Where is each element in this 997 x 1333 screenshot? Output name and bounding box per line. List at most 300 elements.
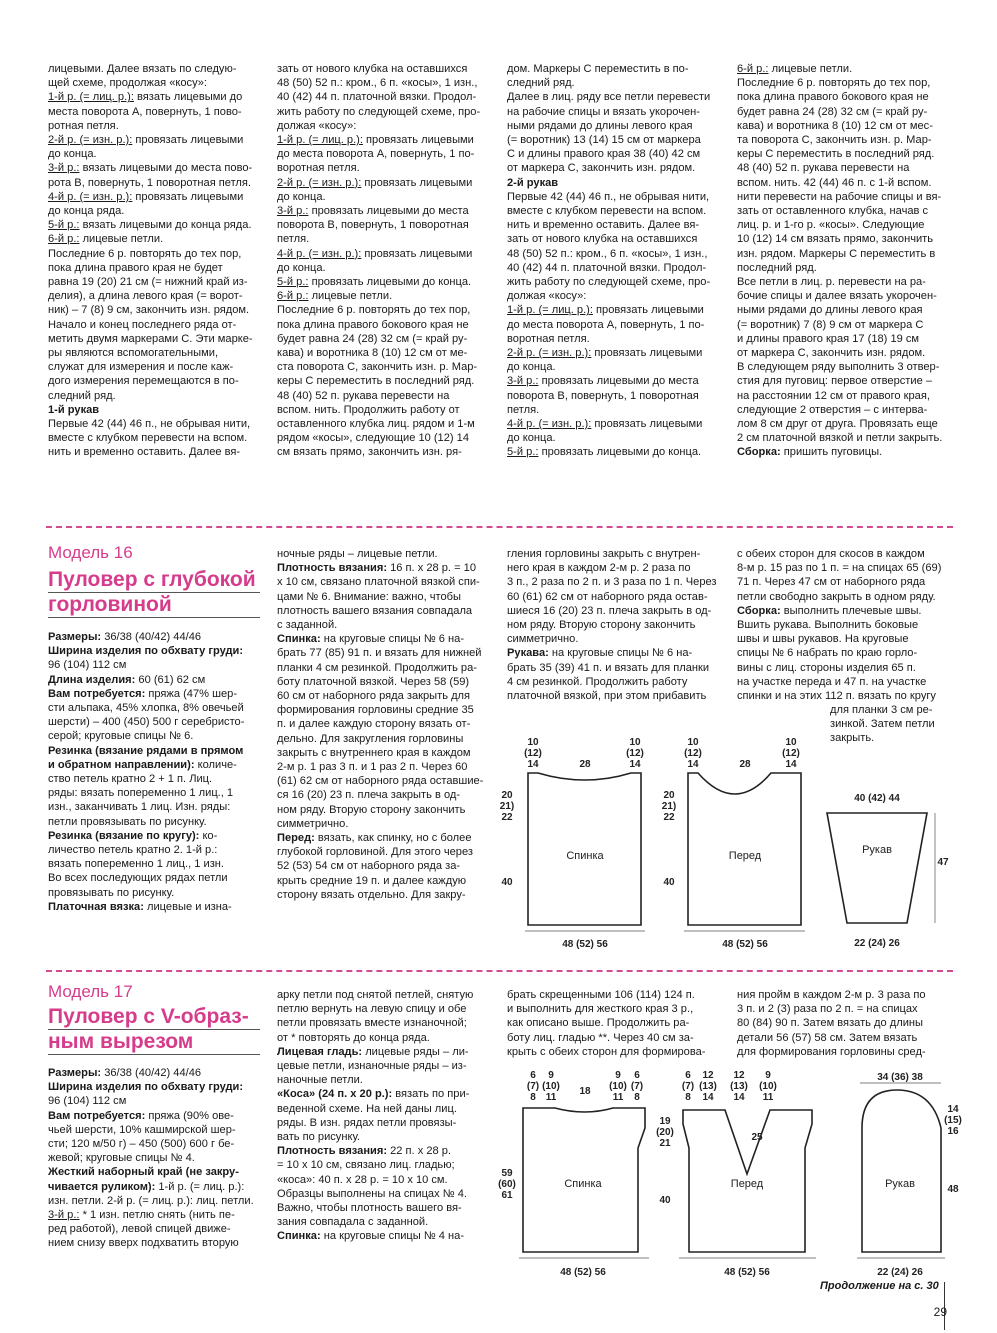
text-line: 80 (84) 90 п. Затем вязать до длины	[737, 1017, 923, 1030]
sleeve-label: Рукав	[885, 1178, 915, 1190]
svg-text:11: 11	[762, 1092, 774, 1103]
text-line: зинкой. Затем петли	[830, 718, 935, 731]
top-col-3	[507, 62, 721, 460]
svg-text:(7): (7)	[526, 1081, 540, 1092]
svg-text:47: 47	[937, 857, 949, 868]
text-line: 6-й р.: лицевые петли.	[737, 63, 853, 75]
text-line: поворота В, повернуть, 1 поворотная	[277, 219, 469, 232]
text-line: спинки и на этих 112 п. вязать по кругу	[737, 690, 936, 703]
text-line: для формирования горловины сред-	[737, 1045, 926, 1058]
text-line: зать от нового клубка на оставшихся	[507, 233, 698, 246]
svg-text:11: 11	[545, 1092, 557, 1103]
text-line: до конца.	[277, 261, 326, 274]
svg-text:8: 8	[530, 1092, 536, 1103]
text-line: 2-й рукав	[507, 176, 559, 189]
svg-text:9: 9	[548, 1070, 554, 1081]
text-line: служат для измерения и после каж-	[48, 361, 234, 374]
svg-text:20: 20	[663, 790, 675, 801]
m16-schematics	[495, 735, 955, 957]
svg-text:(10): (10)	[542, 1081, 560, 1092]
text-line: следний ряд.	[507, 77, 575, 90]
text-line: 1-й р. (= лиц. р.): провязать лицевыми	[507, 304, 704, 317]
text-line: будет равна 24 (28) 32 см (= край ру-	[277, 332, 468, 345]
text-line: до места поворота А, повернуть, 1 по-	[507, 318, 705, 331]
text-line: Далее в лиц. ряду все петли перевести	[507, 91, 711, 104]
svg-text:22 (24) 26: 22 (24) 26	[877, 1267, 923, 1278]
text-line: Образцы выполнены на спицах № 4.	[277, 1187, 467, 1200]
text-line: ник) – 7 (8) 9 см, закончить изн. рядом.	[48, 304, 250, 317]
svg-text:22: 22	[663, 812, 675, 823]
text-line: жить работу по следующей схеме, про-	[507, 276, 711, 289]
m16-col-2	[277, 547, 491, 902]
text-line: ном ряду. Вторую сторону закончить	[507, 619, 696, 632]
m17-schematics	[495, 1068, 965, 1280]
text-line: сти альпака, 45% хлопка, 8% овечьей	[48, 702, 244, 715]
text-line: вины с лиц. стороны изделия 65 п.	[737, 661, 916, 674]
text-line: керы С переместить в последний ряд.	[737, 148, 935, 161]
text-line: бочие спицы и далее вязать укорочен-	[737, 290, 937, 303]
svg-text:(60): (60)	[498, 1179, 516, 1190]
svg-text:14: 14	[702, 1092, 714, 1103]
text-line: Последние 6 р. повторять до тех пор,	[277, 304, 471, 317]
svg-text:21): 21)	[661, 801, 677, 812]
text-line: следующие 2 отверстия – с интерва-	[737, 403, 928, 416]
text-line: Вшить рукава. Выполнить боковые	[737, 619, 919, 632]
text-line: брать 35 (39) 41 п. и вязать для планки	[507, 661, 710, 674]
text-line: Длина изделия: 60 (61) 62 см	[48, 673, 206, 686]
text-line: дельно. Для закругления горловины	[277, 732, 464, 745]
svg-text:(13): (13)	[730, 1081, 748, 1092]
text-line: чьей шерсти, 10% кашмирской шер-	[48, 1123, 236, 1136]
text-line: швы и швы рукавов. На круговые	[737, 633, 909, 646]
text-line: шиеся 16 (20) 23 п. плеча закрыть в од-	[507, 604, 712, 617]
text-line: воротная петля.	[507, 332, 590, 345]
text-line: 10 (12) 14 см вязать прямо, закончить	[737, 233, 934, 246]
svg-text:(12): (12)	[782, 748, 800, 759]
text-line: 5-й р.: провязать лицевыми до конца.	[507, 446, 702, 459]
text-line: ред работой), левой спицей движе-	[48, 1223, 231, 1236]
sleeve-outline	[827, 813, 927, 923]
text-line: петли провязать вместе изнаночной;	[277, 1017, 467, 1030]
text-line: 3 п., 2 раза по 2 п. и 3 раза по 1 п. Через	[507, 576, 717, 589]
text-line: и выполнить для жесткого края 3 р.,	[507, 1003, 694, 1016]
text-line: глубокой горловиной. Для этого через	[277, 846, 473, 859]
text-line: 2-й р. (= изн. р.): провязать лицевыми	[48, 134, 244, 147]
m17-col-3	[507, 988, 721, 1059]
text-line: цами № 6. Внимание: важно, чтобы	[277, 590, 461, 603]
text-line: воротная петля.	[277, 162, 360, 175]
svg-text:48 (52) 56: 48 (52) 56	[562, 939, 608, 950]
text-line: Вам потребуется: пряжа (47% шер-	[48, 687, 238, 700]
text-line: петли свободно закрыть в одном ряду.	[737, 590, 936, 603]
text-line: Первые 42 (44) 46 п., не обрывая нити,	[48, 418, 251, 431]
text-line: 1-й р. (= лиц. р.): провязать лицевыми	[277, 134, 474, 147]
top-col-4	[737, 62, 951, 460]
text-line: Ширина изделия по обхвату груди:	[48, 1081, 244, 1094]
text-line: брать 77 (85) 91 п. и вязать для нижней	[277, 647, 482, 660]
model-16-title-line-2: горловиной	[48, 593, 172, 616]
text-line: платочной вязкой, при этом прибавить	[507, 690, 707, 703]
text-line: должая «косу»:	[507, 290, 587, 303]
svg-text:14: 14	[687, 759, 699, 770]
m16-col-4	[737, 547, 951, 703]
text-line: ными рядами до длины левого края	[737, 304, 923, 317]
svg-text:(12): (12)	[524, 748, 542, 759]
svg-text:11: 11	[612, 1092, 624, 1103]
text-line: с заданной.	[277, 619, 338, 632]
text-line: последний ряд.	[737, 261, 817, 274]
text-line: Плотность вязания: 16 п. х 28 р. = 10	[277, 562, 476, 575]
text-line: чивается руликом): 1-й р. (= лиц. р.):	[48, 1180, 245, 1193]
text-line: Резинка (вязание рядами в прямом	[48, 744, 244, 757]
text-line: метить двумя маркерами С. Эти марке-	[48, 332, 253, 345]
svg-text:10: 10	[629, 737, 641, 748]
text-line: до конца.	[507, 361, 556, 374]
text-line: личество петель кратно 2. 1-й р.:	[48, 844, 218, 857]
text-line: ния пройм в каждом 2-м р. 3 раза по	[737, 989, 926, 1001]
text-line: 4 см резинкой. Продолжить работу	[507, 675, 688, 688]
text-line: вместе с клубком перевести на вспом.	[48, 432, 248, 445]
text-line: 2-м р. 1 раз 3 п. и 1 раз 2 п. Через 60	[277, 761, 468, 774]
text-line: Последние 6 р. повторять до тех пор,	[737, 77, 931, 90]
m16-col-1	[48, 630, 262, 914]
svg-text:8: 8	[685, 1092, 691, 1103]
text-line: 96 (104) 112 см	[48, 659, 127, 672]
text-line: рота В, повернуть, 1 поворотная петля.	[48, 176, 251, 189]
svg-text:22 (24) 26: 22 (24) 26	[854, 938, 900, 949]
text-line: ры являются вспомогательными,	[48, 347, 219, 360]
text-line: 3-й р.: вязать лицевыми до места пово-	[48, 162, 253, 175]
text-line: = 10 х 10 см, связано лиц. гладью;	[277, 1159, 455, 1172]
text-line: оставленного клубка лиц. рядом и 1-м	[277, 418, 475, 431]
svg-text:59: 59	[501, 1168, 513, 1179]
svg-text:9: 9	[615, 1070, 621, 1081]
svg-text:6: 6	[634, 1070, 640, 1081]
text-line: 3-й р.: * 1 изн. петлю снять (нить пе-	[48, 1209, 235, 1222]
sleeve-label: Рукав	[862, 844, 892, 856]
text-line: пока длина правого бокового края не	[737, 91, 929, 104]
svg-text:20: 20	[501, 790, 513, 801]
text-line: нием снизу вверх подхватить вторую	[48, 1237, 239, 1250]
text-line: поворота В, повернуть, 1 поворотная	[507, 389, 699, 402]
front-label: Перед	[730, 1178, 764, 1190]
text-line: 2-й р. (= изн. р.): провязать лицевыми	[277, 176, 473, 189]
text-line: нить и временно оставить. Далее вя-	[507, 219, 700, 232]
text-line: от маркера С, закончить изн. рядом.	[507, 162, 696, 175]
text-line: жить работу по следующей схеме, про-	[277, 105, 481, 118]
text-line: Первые 42 (44) 46 п., не обрывая нити,	[507, 190, 710, 203]
text-line: делия), а длина левого края (= ворот-	[48, 290, 243, 303]
svg-text:(10): (10)	[609, 1081, 627, 1092]
svg-text:25: 25	[751, 1132, 763, 1143]
text-line: 48 (40) 52 п. рукава перевести на	[737, 162, 910, 175]
text-line: и длины правого края 17 (18) 19 см	[737, 332, 920, 345]
svg-text:14: 14	[527, 759, 539, 770]
text-line: Размеры: 36/38 (40/42) 44/46	[48, 631, 202, 643]
text-line: провязывать по рисунку.	[48, 886, 175, 899]
continued-note: Продолжение на с. 30	[820, 1280, 939, 1292]
text-line: зать от нового клубка на оставшихся	[277, 63, 468, 75]
text-line: 1-й р. (= лиц. р.): вязать лицевыми до	[48, 91, 243, 104]
text-line: боту платочной вязкой. Через 58 (59)	[277, 675, 470, 688]
svg-text:40: 40	[501, 877, 513, 888]
text-line: до места поворота А, повернуть, 1 по-	[277, 148, 475, 161]
text-line: следний ряд.	[48, 389, 116, 402]
svg-text:(12): (12)	[626, 748, 644, 759]
text-line: Вам потребуется: пряжа (90% ове-	[48, 1109, 234, 1122]
svg-text:48 (52) 56: 48 (52) 56	[722, 939, 768, 950]
model-16-label: Модель 16	[48, 543, 133, 562]
text-line: 3-й р.: провязать лицевыми до места	[507, 375, 699, 388]
section-divider	[46, 526, 953, 528]
svg-text:14: 14	[947, 1104, 959, 1115]
text-line: петлю вернуть на левую спицу и обе	[277, 1003, 467, 1016]
text-line: дом. Маркеры С переместить в по-	[507, 63, 689, 75]
text-line: Резинка (вязание по кругу): ко-	[48, 829, 218, 842]
svg-text:16: 16	[947, 1126, 959, 1137]
text-line: изн. петли. 2-й р. (= лиц. р.): лиц. петли.	[48, 1194, 254, 1207]
section-divider	[46, 970, 953, 972]
text-line: ночные ряды – лицевые петли.	[277, 548, 438, 560]
text-line: нити перевести на рабочие спицы и вя-	[737, 190, 942, 203]
text-line: 71 п. Через 47 см от наборного ряда	[737, 576, 926, 589]
text-line: 5-й р.: провязать лицевыми до конца.	[277, 276, 472, 289]
text-line: вместе с клубком перевести на вспом.	[507, 205, 707, 218]
page-number: 29	[933, 1305, 947, 1319]
text-line: лиц. р. и 1-го р. «косы». Следующие	[737, 219, 925, 232]
svg-text:28: 28	[739, 759, 751, 770]
text-line: 3-й р.: провязать лицевыми до места	[277, 205, 469, 218]
text-line: лицевыми. Далее вязать по следую-	[48, 63, 237, 75]
svg-text:12: 12	[733, 1070, 745, 1081]
svg-text:(15): (15)	[944, 1115, 962, 1126]
text-line: брать скрещенными 106 (114) 124 п.	[507, 989, 695, 1001]
text-line: дого измерения перемещаются в по-	[48, 375, 239, 388]
svg-text:48: 48	[947, 1184, 959, 1195]
text-line: ротная петля.	[48, 119, 119, 132]
text-line: Сборка: выполнить плечевые швы.	[737, 604, 922, 617]
text-line: как описано выше. Продолжить ра-	[507, 1017, 690, 1030]
text-line: 40 (42) 44 п. платочной вязки. Продол-	[277, 91, 477, 104]
text-line: спицы № 6 набрать по краю горло-	[737, 647, 918, 660]
text-line: Начало и конец последнего ряда от-	[48, 318, 237, 331]
text-line: ряды: вязать попеременно 1 лиц., 1	[48, 787, 234, 800]
text-line: ся 16 (20) 23 п. плеча закрыть в од-	[277, 789, 461, 802]
text-line: на рабочие спицы и вязать укорочен-	[507, 105, 700, 118]
svg-text:40 (42) 44: 40 (42) 44	[854, 793, 900, 804]
svg-text:(7): (7)	[681, 1081, 695, 1092]
text-line: до конца ряда.	[48, 205, 125, 218]
text-line: на расстоянии 12 см от правого края,	[737, 389, 930, 402]
text-line: керы С переместить в последний ряд.	[277, 375, 475, 388]
text-line: места поворота А, повернуть, 1 пово-	[48, 105, 242, 118]
text-line: 2 см платочной вязкой и петли закрыть.	[737, 432, 943, 445]
m17-col-2	[277, 988, 491, 1244]
svg-text:28: 28	[579, 759, 591, 770]
svg-text:61: 61	[501, 1190, 513, 1201]
text-line: Все петли в лиц. р. перевести на ра-	[737, 276, 926, 289]
text-line: ными рядами до длины левого края	[507, 119, 693, 132]
text-line: х 10 см, связано платочной вязкой спи-	[277, 576, 480, 589]
text-line: ста поворота С, закончить изн. р. Мар-	[277, 361, 478, 374]
text-line: изн. рядом. Маркеры С переместить в	[737, 247, 936, 260]
text-line: рядом «косы», следующие 10 (12) 14	[277, 432, 470, 445]
text-line: сти; 120 м/50 г) – 450 (500) 600 г бе-	[48, 1138, 235, 1151]
text-line: него края в каждом 2-м р. 2 раза по	[507, 562, 691, 575]
text-line: Важно, чтобы плотность вашего вя-	[277, 1202, 462, 1215]
text-line: 4-й р. (= изн. р.): провязать лицевыми	[48, 190, 244, 203]
text-line: Последние 6 р. повторять до тех пор,	[48, 247, 242, 260]
svg-text:10: 10	[785, 737, 797, 748]
text-line: наночные петли.	[277, 1074, 363, 1087]
text-line: В следующем ряду выполнить 3 отвер-	[737, 361, 940, 374]
text-line: жевой; круговые спицы № 4.	[48, 1152, 195, 1165]
text-line: 48 (50) 52 п.: кром., 6 п. «косы», 1 изн.,	[507, 247, 708, 260]
text-line: от * повторять до конца ряда.	[277, 1031, 430, 1044]
text-line: 48 (40) 52 п. рукава перевести на	[277, 389, 450, 402]
svg-text:21): 21)	[499, 801, 515, 812]
svg-text:34 (36) 38: 34 (36) 38	[877, 1072, 923, 1083]
svg-text:12: 12	[702, 1070, 714, 1081]
text-line: 60 см от наборного ряда закрыть для	[277, 690, 471, 703]
model-17-title-line-1: Пуловер с V-образ-	[48, 1005, 249, 1028]
text-line: пока длина правого края не будет	[48, 261, 223, 274]
svg-text:9: 9	[765, 1070, 771, 1081]
text-line: симметрично.	[507, 633, 579, 646]
text-line: (= воротник) 7 (8) 9 см от маркера С	[737, 318, 924, 331]
svg-text:48 (52) 56: 48 (52) 56	[560, 1267, 606, 1278]
text-line: стия для пуговиц: первое отверстие –	[737, 375, 932, 388]
text-line: см вязать прямо, закончить изн. ря-	[277, 446, 462, 459]
text-line: 52 (53) 54 см от наборного ряда за-	[277, 860, 461, 873]
svg-text:6: 6	[530, 1070, 536, 1081]
svg-text:(10): (10)	[759, 1081, 777, 1092]
back-label: Спинка	[566, 850, 604, 862]
text-line: п. и далее каждую сторону вязать от-	[277, 718, 471, 731]
title-underline	[48, 1054, 260, 1055]
text-line: вязать попеременно 1 лиц., 1 изн.	[48, 858, 224, 871]
text-line: Платочная вязка: лицевые и изна-	[48, 900, 232, 913]
top-col-2	[277, 62, 491, 460]
text-line: 48 (50) 52 п.: кром., 6 п. «косы», 1 изн.,	[277, 77, 478, 90]
text-line: Сборка: пришить пуговицы.	[737, 446, 883, 459]
text-line: ном ряду. Вторую сторону закончить	[277, 803, 466, 816]
text-line: Спинка: на круговые спицы № 4 на-	[277, 1230, 465, 1243]
title-underline	[48, 592, 260, 593]
text-line: 5-й р.: вязать лицевыми до конца ряда.	[48, 219, 252, 232]
svg-text:18: 18	[579, 1086, 591, 1097]
text-line: Спинка: на круговые спицы № 6 на-	[277, 633, 465, 646]
text-line: будет равна 24 (28) 32 см (= край ру-	[737, 105, 928, 118]
text-line: С и длины правого края 38 (40) 42 см	[507, 148, 701, 161]
text-line: Жесткий наборный край (не закру-	[48, 1166, 239, 1179]
text-line: Размеры: 36/38 (40/42) 44/46	[48, 1067, 202, 1079]
m17-col-1	[48, 1066, 262, 1251]
text-line: и обратном направлении): количе-	[48, 758, 237, 771]
text-line: планки 4 см резинкой. Продолжить ра-	[277, 661, 477, 674]
title-underline	[48, 1029, 260, 1030]
text-line: 6-й р.: лицевые петли.	[48, 233, 164, 246]
text-line: вспом. нить. Продолжить работу от	[277, 403, 460, 416]
text-line: кава) и воротника 8 (10) 12 см от ме-	[277, 347, 468, 360]
text-line: боту лиц. гладью **. Через 40 см за-	[507, 1031, 694, 1044]
text-line: нить и временно оставить. Далее вя-	[48, 446, 241, 459]
text-line: должая «косу»:	[277, 119, 357, 132]
svg-text:40: 40	[663, 877, 675, 888]
text-line: 40 (42) 44 п. платочной вязки. Продол-	[507, 261, 707, 274]
svg-text:10: 10	[527, 737, 539, 748]
text-line: 2-й р. (= изн. р.): провязать лицевыми	[507, 347, 703, 360]
text-line: Ширина изделия по обхвату груди:	[48, 645, 244, 658]
text-line: арку петли под снятой петлей, снятую	[277, 989, 474, 1001]
text-line: цевые петли, изнаночные ряды – из-	[277, 1060, 467, 1073]
text-line: (= воротник) 13 (14) 15 см от маркера	[507, 134, 701, 147]
text-line: Лицевая гладь: лицевые ряды – ли-	[277, 1045, 469, 1058]
text-line: с обеих сторон для скосов в каждом	[737, 548, 925, 560]
text-line: веденной схеме. На ней даны лиц.	[277, 1102, 457, 1115]
svg-text:14: 14	[733, 1092, 745, 1103]
svg-text:(7): (7)	[630, 1081, 644, 1092]
text-line: Перед: вязать, как спинку, но с более	[277, 832, 472, 845]
text-line: до конца.	[48, 148, 97, 161]
text-line: лом 8 см друг от друга. Провязать еще	[737, 418, 938, 431]
text-line: Рукава: на круговые спицы № 6 на-	[507, 647, 693, 660]
text-line: сторону вязать отдельно. Для закру-	[277, 888, 466, 901]
text-line: серой; круговые спицы № 6.	[48, 730, 194, 743]
text-line: ряды. В изн. рядах петли провязы-	[277, 1116, 457, 1129]
text-line: гления горловины закрыть с внутрен-	[507, 548, 701, 560]
text-line: закрыть.	[830, 732, 875, 745]
svg-text:48 (52) 56: 48 (52) 56	[724, 1267, 770, 1278]
text-line: 6-й р.: лицевые петли.	[277, 290, 393, 303]
text-line: вспом. нить. 42 (44) 46 п. с 1-й вспом.	[737, 176, 932, 189]
svg-text:19: 19	[659, 1116, 671, 1127]
text-line: формирования горловины средние 35	[277, 704, 474, 717]
text-line: петля.	[507, 403, 540, 416]
text-line: 1-й рукав	[48, 403, 100, 416]
svg-text:(12): (12)	[684, 748, 702, 759]
front-outline	[688, 773, 801, 925]
title-underline	[48, 617, 260, 618]
text-line: та поворота С, закончить изн. р. Мар-	[737, 134, 932, 147]
text-line: зания совпадала с заданной.	[277, 1216, 429, 1229]
text-line: кава) и воротника 8 (10) 12 см от мес-	[737, 119, 933, 132]
text-line: на участке переда и 47 п. на участке	[737, 675, 927, 688]
text-line: Плотность вязания: 22 п. х 28 р.	[277, 1145, 452, 1158]
text-line: крыть средние 19 п. и далее каждую	[277, 874, 467, 887]
text-line: 8-м р. 15 раз по 1 п. = на спицах 65 (69)	[737, 562, 942, 575]
text-line: плотность вашего вязания совпадала	[277, 604, 473, 617]
top-col-1	[48, 62, 262, 460]
text-line: «коса»: 40 п. х 28 р. = 10 х 10 см.	[277, 1173, 448, 1186]
sleeve-outline	[862, 1090, 941, 1252]
svg-text:14: 14	[785, 759, 797, 770]
text-line: вать по рисунку.	[277, 1131, 360, 1144]
text-line: 4-й р. (= изн. р.): провязать лицевыми	[507, 418, 703, 431]
svg-text:(13): (13)	[699, 1081, 717, 1092]
back-outline	[528, 773, 641, 925]
text-line: от маркера С, закончить изн. рядом.	[737, 347, 926, 360]
text-line: Во всех последующих рядах петли	[48, 872, 228, 885]
text-line: 4-й р. (= изн. р.): провязать лицевыми	[277, 247, 473, 260]
front-label: Перед	[728, 850, 762, 862]
text-line: шерсти) – 400 (450) 500 г серебристо-	[48, 716, 245, 729]
text-line: 60 (61) 62 см от наборного ряда остав-	[507, 590, 708, 603]
model-17-title-line-2: ным вырезом	[48, 1030, 194, 1053]
svg-text:40: 40	[659, 1195, 671, 1206]
text-line: детали 56 (57) 58 см. Затем вязать	[737, 1031, 918, 1044]
text-line: петля.	[277, 233, 310, 246]
